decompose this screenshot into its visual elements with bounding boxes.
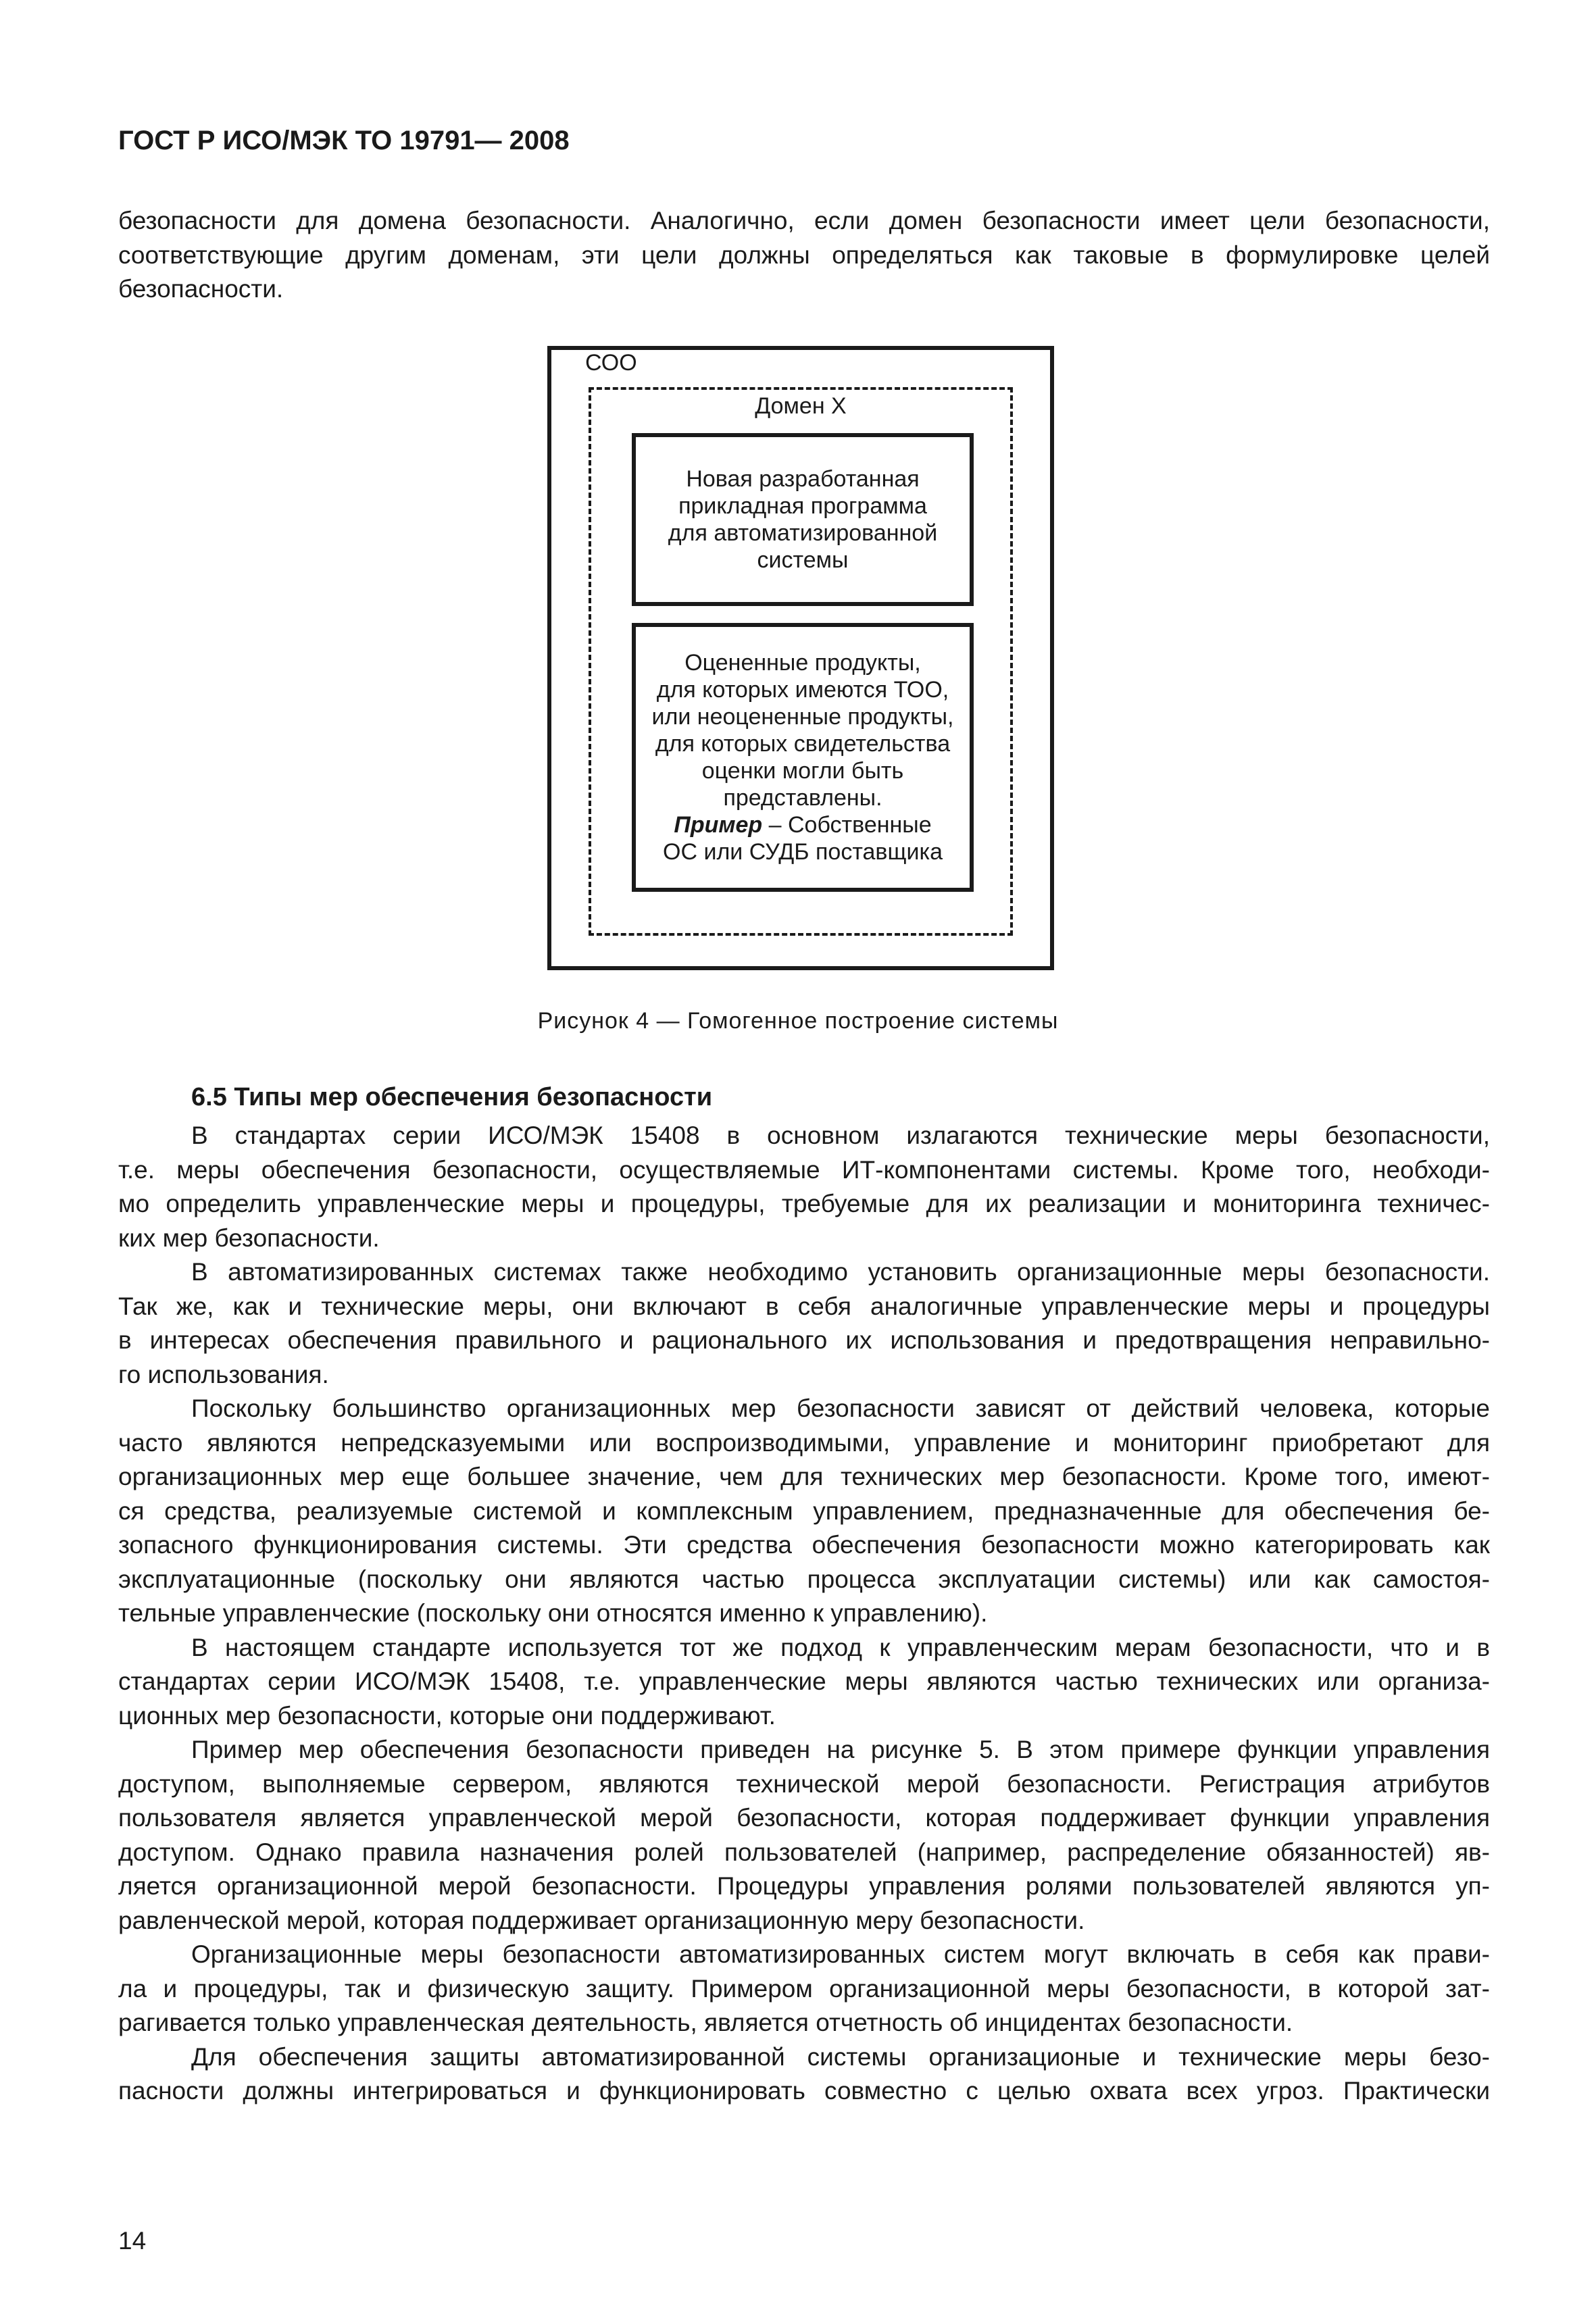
paragraph xyxy=(118,1938,1490,2040)
text-line: ся средства, реализуемые системой и комплексным управлением, предназначенные для обеспечения бе- xyxy=(118,1496,1490,1525)
paragraph xyxy=(118,1255,1490,1392)
figure-text-line: Новая разработанная xyxy=(686,466,920,492)
text-line: в интересах обеспечения правильного и рационального их использования и предотвращения неправильно- xyxy=(118,1326,1490,1354)
text-line: ляется организационной мерой безопасности. Процедуры управления ролями пользователей являются уп- xyxy=(118,1872,1490,1900)
figure-caption: Рисунок 4 — Гомогенное построение системы xyxy=(537,1008,1059,1034)
figure-text-line: представлены. xyxy=(723,785,882,811)
page-number: 14 xyxy=(118,2227,147,2255)
figure-products-text xyxy=(652,649,954,865)
text-line: часто являются непредсказуемыми или воспроизводимыми, управление и мониторинг приобретают для xyxy=(118,1428,1490,1457)
text-line: Пример мер обеспечения безопасности приведен на рисунке 5. В этом примере функции управления xyxy=(191,1736,1490,1763)
text-line: Так же, как и технические меры, они включают в себя аналогичные управленческие меры и процедуры xyxy=(118,1292,1490,1320)
text-line: доступом, выполняемые сервером, являются технической мерой безопасности. Регистрация атрибутов xyxy=(118,1769,1490,1798)
text-line: пользователя является управленческой мерой безопасности, которая поддерживает функции управления xyxy=(118,1804,1490,1832)
figure-text-line: или неоцененные продукты, xyxy=(651,704,954,730)
text-line: ционных мер безопасности, которые они поддерживают. xyxy=(118,1701,776,1730)
text-line: Организационные меры безопасности автоматизированных систем могут включать в себя как прави- xyxy=(191,1940,1490,1968)
figure-text-line: системы xyxy=(757,547,849,573)
text-line: безопасности. xyxy=(118,275,284,303)
text-line: ла и процедуры, так и физическую защиту. Примером организационной меры безопасности, в которой зат- xyxy=(118,1974,1490,2003)
text-line: соответствующие другим доменам, эти цели должны определяться как таковые в формулировке целей xyxy=(118,241,1490,269)
figure-text-line: для которых имеются ТОО, xyxy=(656,677,949,703)
text-line: го использования. xyxy=(118,1360,329,1388)
text-line: стандартах серии ИСО/МЭК 15408, т.е. управленческие меры являются частью технических или организа- xyxy=(118,1667,1490,1695)
section-heading: 6.5 Типы мер обеспечения безопасности xyxy=(191,1083,713,1111)
text-line: эксплуатационные (поскольку они являются частью процесса эксплуатации системы) или как самостоя- xyxy=(118,1565,1490,1593)
figure-domain-label: Домен Х xyxy=(755,393,847,419)
paragraph xyxy=(118,1119,1490,1255)
text-line: организационных мер еще большее значение, чем для технических мер безопасности. Кроме того, имеют- xyxy=(118,1463,1490,1490)
text-line: безопасности для домена безопасности. Аналогично, если домен безопасности имеет цели безопасности, xyxy=(118,207,1490,234)
paragraph xyxy=(118,2040,1490,2109)
figure-text-line: для которых свидетельства xyxy=(655,731,951,757)
text-line: В стандартах серии ИСО/МЭК 15408 в основном излагаются технические меры безопасности, xyxy=(191,1122,1490,1149)
figure-example-line xyxy=(652,811,954,838)
figure-text-line: для автоматизированной xyxy=(668,520,938,546)
paragraph xyxy=(118,1733,1490,1938)
intro-paragraph xyxy=(118,204,1490,307)
figure-coo-label: СОО xyxy=(585,350,637,376)
text-line: рагивается только управленческая деятельность, является отчетность об инцидентах безопасности. xyxy=(118,2009,1293,2036)
text-line: равленческой мерой, которая поддерживает организационную меру безопасности. xyxy=(118,1906,1085,1934)
figure-products-box xyxy=(632,623,974,892)
text-line: доступом. Однако правила назначения ролей пользователей (например, распределение обязанностей) яв- xyxy=(118,1838,1490,1866)
text-line: В настоящем стандарте используется тот же подход к управленческим мерам безопасности, что и в xyxy=(191,1633,1490,1661)
figure-application-box xyxy=(632,433,974,606)
figure-text-line: прикладная программа xyxy=(678,493,927,519)
figure-example-label: Пример xyxy=(674,812,763,838)
text-line: тельные управленческие (поскольку они относятся именно к управлению). xyxy=(118,1599,988,1627)
text-line: т.е. меры обеспечения безопасности, осуществляемые ИТ-компонентами системы. Кроме того, необходи- xyxy=(118,1155,1490,1184)
text-line: Для обеспечения защиты автоматизированной системы организационые и технические меры безо- xyxy=(191,2042,1490,2071)
text-line: пасности должны интегрироваться и функционировать совместно с целью охвата всех угроз. Практически xyxy=(118,2077,1490,2105)
paragraph xyxy=(118,1631,1490,1734)
text-line: В автоматизированных системах также необходимо установить организационные меры безопасности. xyxy=(191,1258,1490,1286)
text-line: зопасного функционирования системы. Эти средства обеспечения безопасности можно категорировать как xyxy=(118,1531,1490,1559)
document-header: ГОСТ Р ИСО/МЭК ТО 19791— 2008 xyxy=(118,126,570,155)
figure-application-text xyxy=(668,466,937,574)
body-text xyxy=(118,1119,1490,2109)
figure-products-last-line: ОС или СУДБ поставщика xyxy=(663,839,943,865)
text-line: Поскольку большинство организационных мер безопасности зависят от действий человека, которые xyxy=(191,1394,1490,1422)
figure-text-line: оценки могли быть xyxy=(701,758,904,784)
figure-example-rest: – Собственные xyxy=(762,812,932,838)
paragraph xyxy=(118,1392,1490,1631)
text-line: мо определить управленческие меры и процедуры, требуемые для их реализации и мониторинга техничес- xyxy=(118,1190,1490,1217)
text-line: ких мер безопасности. xyxy=(118,1224,380,1252)
figure-text-line: Оцененные продукты, xyxy=(684,650,921,676)
